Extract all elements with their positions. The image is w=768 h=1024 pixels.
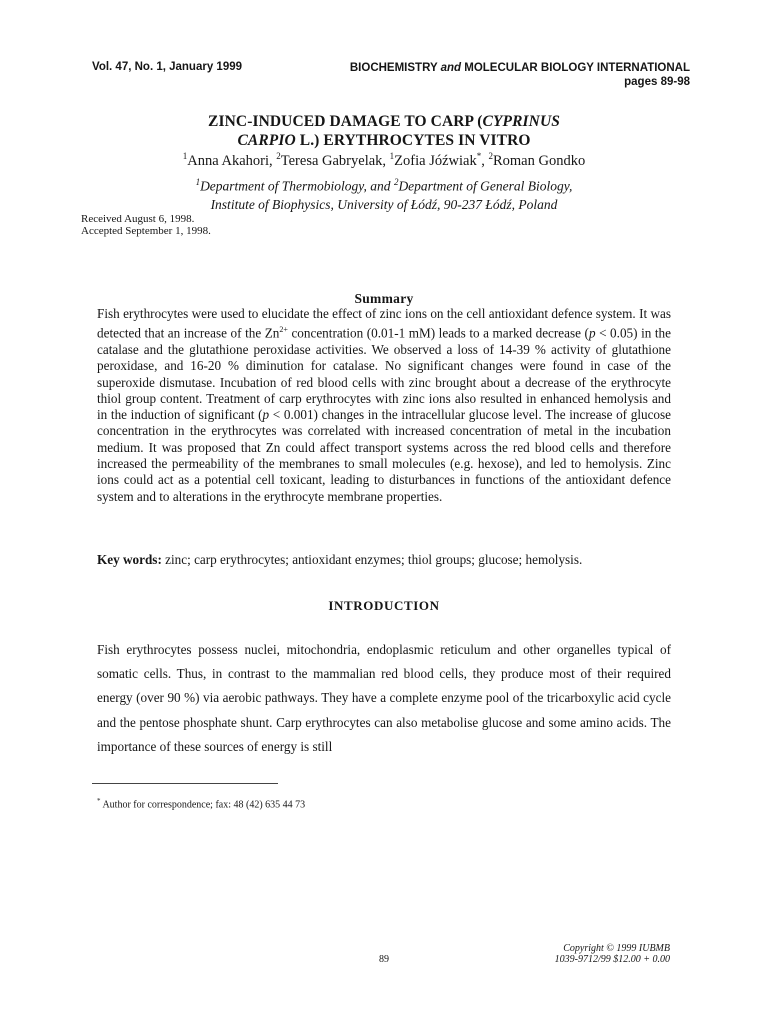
footnote: * Author for correspondence; fax: 48 (42) 635 44 73 bbox=[97, 797, 306, 811]
page-number: 89 bbox=[379, 954, 389, 965]
summary-heading: Summary bbox=[354, 291, 414, 306]
affiliation-line-2: Institute of Biophysics, University of Łódź, 90-237 Łódź, Poland bbox=[210, 196, 558, 212]
summary-text: Fish erythrocytes were used to elucidate the effect of zinc ions on the cell antioxidant defence system. It was detected that an increase of the $Zn^{2+}$ concentration (0.01-1 mM) leads to a marked decrease (p < 0.05) in the catalase and the glutathione peroxidase activities. We observed a loss of 14-39 % activity of glutathione peroxidase, and 16-20 % diminution for catalase. No significant changes were found in case of the superoxide dismutase. Incubation of red blood cells with zinc brought about a decrease of the erythrocyte thiol group content. Treatment of carp erythrocytes with zinc ions also resulted in enhanced hemolysis and in the induction of significant (p < 0.001) changes in the intracellular glucose level. The increase of glucose concentration in the erythrocytes was correlated with increased concentration of metal in the incubation medium. It was proposed that Zn could affect transport systems across the red blood cells and therefore increased the permeability of the membranes to small molecules (e.g. hexose), and led to hemolysis. Zinc ions could act as a potential cell toxicant, leading to disturbances in functions of the antioxidant defence system and to alterations in the erythrocyte membrane properties. bbox=[97, 306, 672, 504]
copyright-block bbox=[555, 943, 670, 965]
author-name: Teresa Gabryelak, bbox=[280, 152, 390, 169]
received-date: Received August 6, 1998. bbox=[81, 213, 195, 225]
affiliations bbox=[0, 173, 768, 214]
title-line-1: ZINC-INDUCED DAMAGE TO CARP (CYPRINUS bbox=[208, 113, 560, 130]
author-name: Zofia Jóźwiak bbox=[394, 152, 477, 169]
author-name: Anna Akahori, bbox=[187, 152, 277, 169]
corresponding-mark: * bbox=[476, 151, 482, 161]
title-line-2: CARPIO L.) ERYTHROCYTES IN VITRO bbox=[237, 132, 531, 149]
author-name: Roman Gondko bbox=[492, 152, 586, 169]
keywords bbox=[97, 552, 671, 568]
introduction-text: Fish erythrocytes possess nuclei, mitochondria, endoplasmic reticulum and other organelles typical of somatic cells. Thus, in contrast to the mammalian red blood cells, they produce most of their required energy (over 90 %) via aerobic pathways. They have a complete enzyme pool of the tricarboxylic acid cycle and the pentose phosphate shunt. Carp erythrocytes can also metabolise glucose and some amino acids. The importance of these sources of energy is still bbox=[97, 642, 671, 754]
journal-header bbox=[350, 61, 690, 89]
introduction-heading: INTRODUCTION bbox=[328, 598, 440, 613]
keywords-list: zinc; carp erythrocytes; antioxidant enzymes; thiol groups; glucose; hemolysis. bbox=[161, 552, 583, 567]
article-title bbox=[0, 112, 768, 150]
copyright: Copyright © 1999 IUBMB bbox=[563, 943, 670, 954]
page-range: pages 89-98 bbox=[624, 76, 690, 88]
author-list: $^1$Anna Akahori, $^2$Teresa Gabryelak, $^1$Zofia Jóźwiak*, $^2$Roman Gondko bbox=[182, 151, 586, 169]
footnote-rule bbox=[92, 783, 278, 784]
accepted-date: Accepted September 1, 1998. bbox=[81, 225, 211, 237]
volume-info: Vol. 47, No. 1, January 1999 bbox=[92, 61, 242, 73]
price-code: 1039-9712/99 $12.00 + 0.00 bbox=[554, 954, 670, 965]
affiliation-line-1: $^1$Department of Thermobiology, and $^2$Department of General Biology, bbox=[195, 177, 573, 194]
keywords-label: Key words: bbox=[97, 552, 162, 567]
article-dates bbox=[81, 213, 211, 237]
journal-name: BIOCHEMISTRY and MOLECULAR BIOLOGY INTERNATIONAL bbox=[349, 62, 690, 74]
